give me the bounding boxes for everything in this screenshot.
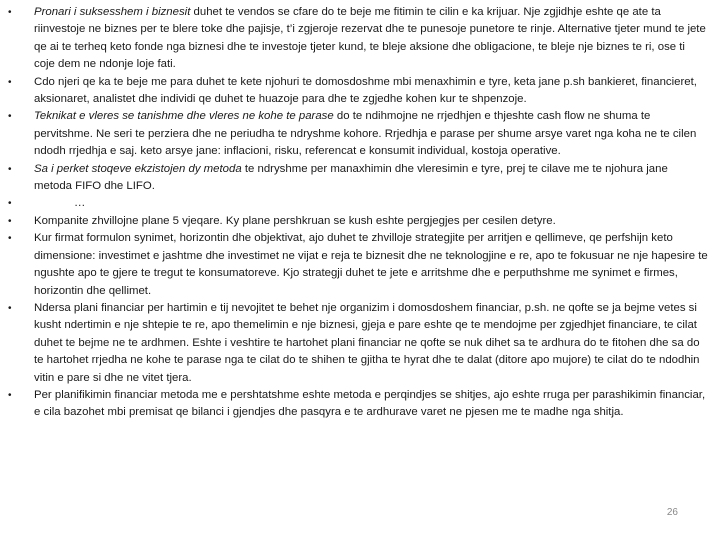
bullet-item [8,195,708,212]
page-number: 26 [666,507,678,518]
bullet-text [34,232,708,296]
bullet-text [34,6,706,70]
bullet-text [34,302,700,384]
bullet-dot-icon: • [8,302,12,314]
bullet-dot-icon: • [8,389,12,401]
bullet-item [8,230,708,300]
bullet-dot-icon: • [8,215,12,227]
bullet-text [34,197,85,209]
bullet-item [8,387,708,422]
bullet-body-text: te ndryshme per manaxhimin dhe vleresimin e tyre, prej te cilave me te njohura jane metoda FIFO dhe LIFO. [34,162,668,193]
bullet-item [8,108,708,160]
bullet-item [8,4,708,74]
bullet-item [8,74,708,109]
bullet-item [8,213,708,230]
bullet-item [8,300,708,387]
bullet-dot-icon: • [8,163,12,175]
bullet-lead-phrase: Sa i perket stoqeve ekzistojen dy metoda [34,162,242,175]
bullet-body-text: duhet te vendos se cfare do te beje me fitimin te cilin e ka krijuar. Nje zgjidhje eshte qe ate ta riinvestoje ne biznes per te blere toke dhe pajisje, t’i zgjeroje rezervat dhe te punesoje punetore te rinje. Alternative tjeter mund te jete qe ai te terheq keto fonde nga biznesi dhe te investoje tjeter kund, te bleje aksione dhe obligacione, te bleje nje biznes te ri, ose ti coje dem ne ndonje loje fati. [34,6,706,71]
bullet-body-text: … [74,197,86,210]
bullet-text [34,76,697,105]
bullet-text [34,110,696,157]
bullet-dot-icon: • [8,76,12,88]
bullet-body-text: Per planifikimin financiar metoda me e pershtatshme eshte metoda e perqindjes se shitjes, ajo eshte rruga per parashikimin financiar, e cila bazohet mbi premisat qe bilanci i gjendjes dhe pasqyra e te ardhurave varet ne pjesen me te madhe nga shitja. [34,388,706,419]
bullet-body-text: Kompanite zhvillojne plane 5 vjeqare. Ky plane pershkruan se kush eshte pergjegjes per cesilen detyre. [34,214,556,227]
bullet-list [8,4,708,422]
bullet-body-text: Cdo njeri qe ka te beje me para duhet te kete njohuri te domosdoshme mbi menaxhimin e tyre, keta jane p.sh bankieret, financieret, aksionaret, analistet dhe individi qe duhet te huazoje para dhe te zgjedhe kohen kur te shpenzoje. [34,75,697,106]
bullet-lead-phrase: Teknikat e vleres se tanishme dhe vleres ne kohe te parase [34,110,334,123]
bullet-text [34,163,668,192]
bullet-dot-icon: • [8,111,12,123]
bullet-body-text: do te ndihmojne ne rrjedhjen e thjeshte cash flow ne shuma te pervitshme. Ne seri te perziera dhe ne periudha te ndryshme kohore. Rrjedhja e parase per shume arsye varet nga koha ne te cilen ndodh rrjedhja e saj. keto arsye jane: inflacioni, risku, referencat e konsumit individual, kostoja operative. [34,110,697,158]
bullet-text [34,215,556,227]
bullet-body-text: Kur firmat formulon synimet, horizontin dhe objektivat, ajo duhet te zhvilloje strategjite per arritjen e qellimeve, qe perfshijn keto dimensione: investimet e jashtme dhe investimet ne vijat e reja te biznesit dhe ne teknologjine e re, apo te fokusuar ne nje hapesire te ngushte apo te gjere te tregut te konsumatoreve. Kjo strategji duhet te jete e arritshme dhe e perputhshme me synimet e firmes, horizontin dhe qellimet. [34,232,708,297]
bullet-dot-icon: • [8,7,12,18]
bullet-dot-icon: • [8,233,12,245]
bullet-lead-phrase: Pronari i suksesshem i biznesit [34,6,191,18]
bullet-text [34,389,705,418]
bullet-dot-icon: • [8,198,12,210]
bullet-body-text: Ndersa plani financiar per hartimin e tij nevojitet te behet nje organizim i domosdoshem financiar, p.sh. ne qofte se ja bejme vetes si kusht ndertimin e nje shtepie te re, apo themelimin e nje biznesi, gjeja e pare eshte qe te mendojme per zgjedhjet financiare, te cilat duhet te bejme ne te ardhmen. Eshte i veshtire te hartohet plani financiar ne qofte se nuk dihet sa te ardhura do te fitohen dhe sa do te hartohet rrjedha ne kohe te parase nga te cilat do te shihen te gjitha te hyrat dhe te dalat (ditore apo mujore) te cilat do te ndodhin vitin e pare si dhe ne vitet tjera. [34,301,700,384]
bullet-item [8,161,708,196]
